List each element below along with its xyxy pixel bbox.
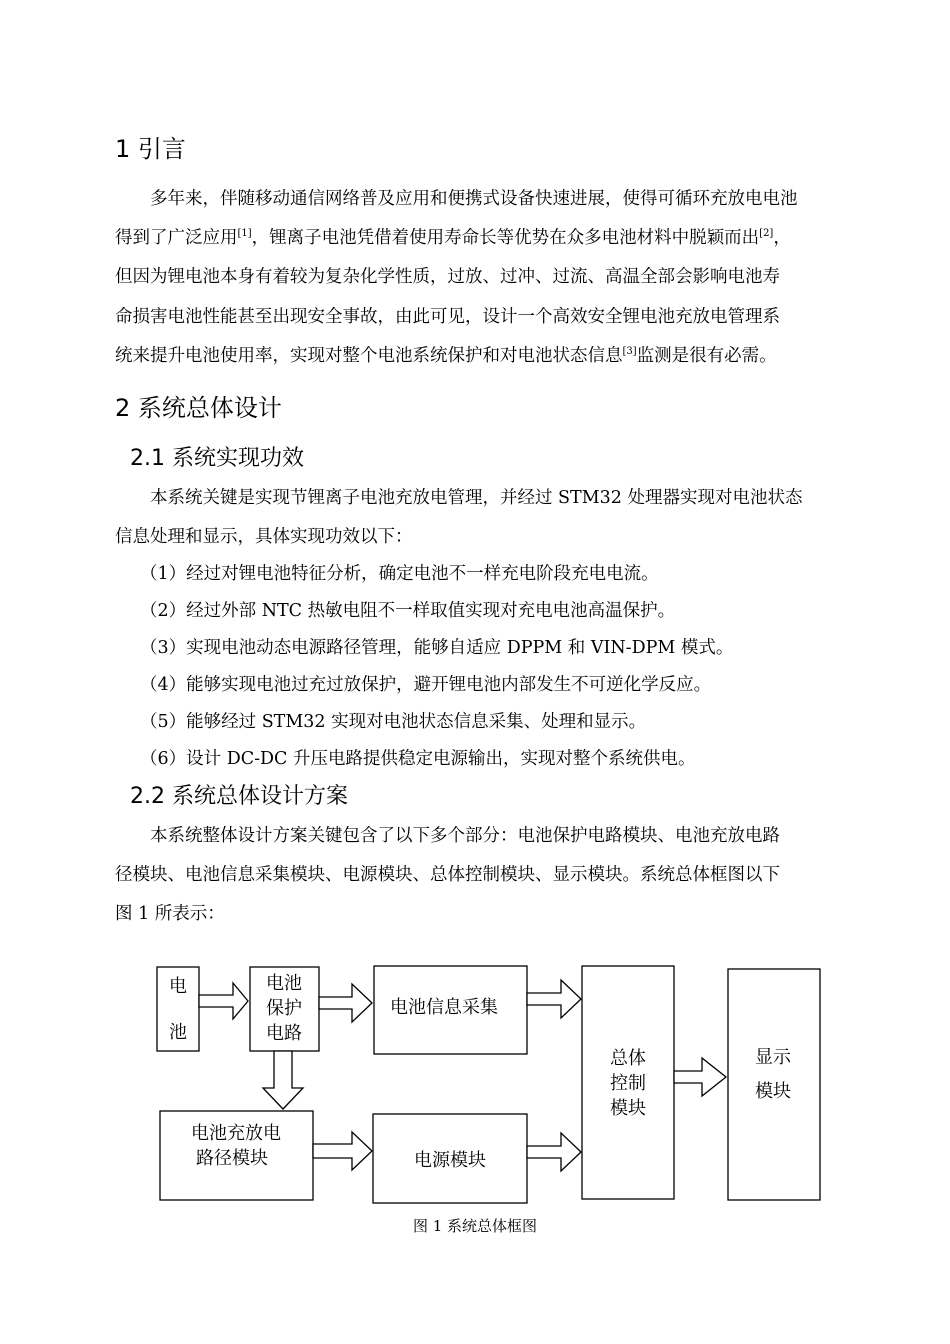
- arrow-power-to-control: [527, 1133, 581, 1171]
- sub1-line-2: 信息处理和显示，具体实现功效以下：: [115, 527, 413, 547]
- feature-item-5: （5）能够经过 STM32 实现对电池状态信息采集、处理和显示。: [140, 712, 647, 732]
- feature-item-1: （1）经过对锂电池特征分析，确定电池不一样充电阶段充电电流。: [140, 564, 659, 584]
- feature-item-2: （2）经过外部 NTC 热敏电阻不一样取值实现对充电电池高温保护。: [140, 601, 676, 621]
- feature-item-6: （6）设计 DC-DC 升压电路提供稳定电源输出，实现对整个系统供电。: [140, 749, 696, 769]
- subsection-heading-2-1: 2.1 系统实现功效: [130, 446, 304, 471]
- intro-line-5-pre: 统来提升电池使用率，实现对整个电池系统保护和对电池状态信息: [115, 346, 623, 366]
- control-label-2: 控制: [610, 1073, 646, 1094]
- sub2-line-1: 本系统整体设计方案关键包含了以下多个部分：电池保护电路模块、电池充放电路: [150, 826, 780, 846]
- feature-item-4: （4）能够实现电池过充过放保护，避开锂电池内部发生不可逆化学反应。: [140, 675, 712, 695]
- battery-label-1: 电: [169, 976, 187, 997]
- intro-line-2-pre: 得到了广泛应用: [115, 228, 238, 248]
- citation-2: [2]: [759, 228, 774, 240]
- intro-line-3: 但因为锂电池本身有着较为复杂化学性质，过放、过冲、过流、高温全部会影响电池寿: [115, 267, 780, 287]
- intro-line-5-post: 监测是很有必需。: [636, 346, 777, 366]
- intro-line-1: 多年来，伴随移动通信网络普及应用和便携式设备快速进展，使得可循环充放电电池: [150, 189, 798, 209]
- intro-line-4: 命损害电池性能甚至出现安全事故，由此可见，设计一个高效安全锂电池充放电管理系: [115, 307, 780, 327]
- charge-path-label-2: 路径模块: [196, 1148, 268, 1169]
- arrow-charge-to-power: [313, 1132, 372, 1170]
- section-heading-design: 2 系统总体设计: [115, 394, 282, 422]
- protection-label-1: 电池: [266, 973, 302, 994]
- arrow-control-to-display: [674, 1058, 726, 1096]
- charge-path-label-1: 电池充放电: [191, 1123, 281, 1144]
- sub2-line-2: 径模块、电池信息采集模块、电源模块、总体控制模块、显示模块。系统总体框图以下: [115, 865, 780, 885]
- display-label-2: 模块: [755, 1081, 791, 1102]
- figure-caption: 图 1 系统总体框图: [412, 1217, 538, 1235]
- feature-item-3: （3）实现电池动态电源路径管理，能够自适应 DPPM 和 VIN-DPM 模式。: [140, 638, 734, 658]
- info-collection-label: 电池信息采集: [390, 997, 498, 1018]
- sub1-line-1: 本系统关键是实现节锂离子电池充放电管理，并经过 STM32 处理器实现对电池状态: [150, 488, 803, 508]
- intro-line-2-mid: ，锂离子电池凭借着使用寿命长等优势在众多电池材料中脱颖而出: [251, 228, 760, 248]
- power-module-label: 电源模块: [414, 1150, 486, 1171]
- arrow-protection-to-charge: [263, 1051, 303, 1109]
- intro-line-2-post: ，: [773, 228, 791, 248]
- protection-label-2: 保护: [266, 998, 302, 1019]
- arrow-battery-to-protection: [199, 983, 248, 1019]
- control-label-1: 总体: [610, 1048, 646, 1069]
- subsection-heading-2-2: 2.2 系统总体设计方案: [130, 784, 348, 809]
- battery-label-2: 池: [169, 1022, 187, 1043]
- protection-label-3: 电路: [266, 1023, 302, 1044]
- sub2-line-3: 图 1 所表示：: [115, 904, 225, 924]
- arrow-info-to-control: [527, 980, 581, 1018]
- section-heading-intro: 1 引言: [115, 135, 186, 163]
- citation-1: [1]: [237, 228, 252, 240]
- citation-3: [3]: [622, 346, 637, 358]
- control-label-3: 模块: [610, 1098, 646, 1119]
- arrow-protection-to-info: [319, 984, 372, 1022]
- display-label-1: 显示: [755, 1047, 791, 1068]
